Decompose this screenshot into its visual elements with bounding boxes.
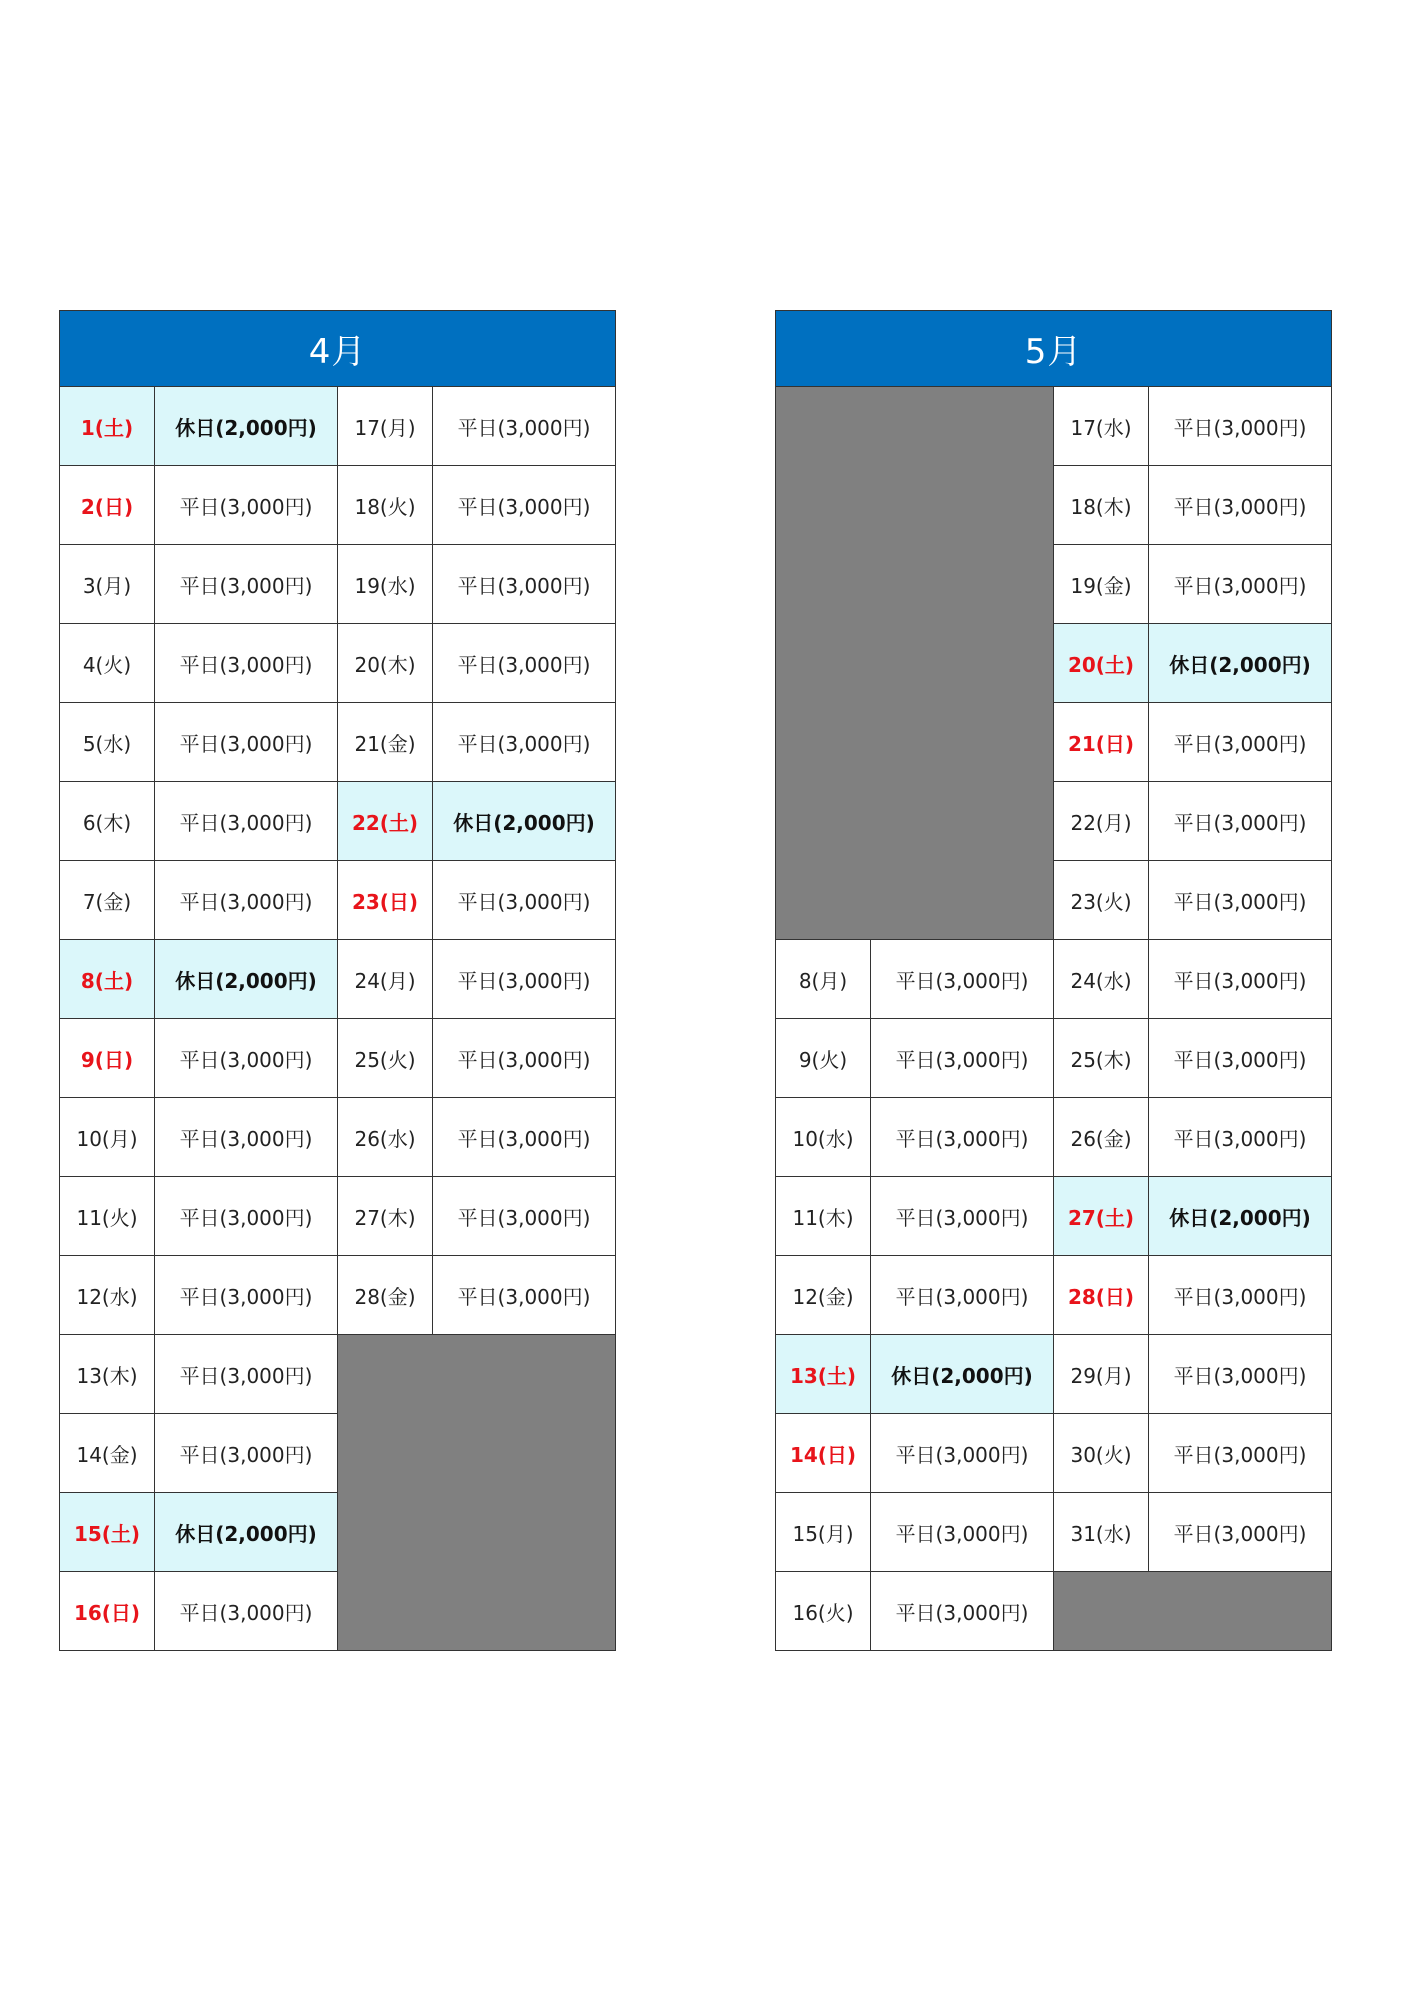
calendar-row	[60, 1019, 616, 1098]
calendar-row	[60, 1256, 616, 1335]
calendar-row	[60, 703, 616, 782]
calendar-row	[60, 624, 616, 703]
date-cell: 20(土)	[1054, 624, 1149, 703]
price-cell: 休日(2,000円)	[433, 782, 616, 861]
price-cell: 平日(3,000円)	[1149, 782, 1332, 861]
calendar-row	[60, 861, 616, 940]
date-cell: 26(金)	[1054, 1098, 1149, 1177]
price-cell: 平日(3,000円)	[155, 466, 338, 545]
price-cell: 平日(3,000円)	[871, 1414, 1054, 1493]
price-cell: 平日(3,000円)	[433, 1019, 616, 1098]
date-cell: 5(水)	[60, 703, 155, 782]
date-cell: 7(金)	[60, 861, 155, 940]
price-cell: 平日(3,000円)	[433, 624, 616, 703]
calendar-row	[776, 940, 1332, 1019]
date-cell: 10(月)	[60, 1098, 155, 1177]
date-cell: 29(月)	[1054, 1335, 1149, 1414]
date-cell: 25(木)	[1054, 1019, 1149, 1098]
date-cell: 15(月)	[776, 1493, 871, 1572]
price-cell: 休日(2,000円)	[155, 1493, 338, 1572]
price-cell: 休日(2,000円)	[155, 940, 338, 1019]
date-cell: 10(水)	[776, 1098, 871, 1177]
price-cell: 休日(2,000円)	[155, 387, 338, 466]
price-cell: 平日(3,000円)	[433, 940, 616, 1019]
date-cell: 30(火)	[1054, 1414, 1149, 1493]
date-cell: 17(月)	[338, 387, 433, 466]
calendar-row	[60, 1335, 616, 1414]
price-cell: 平日(3,000円)	[871, 1493, 1054, 1572]
price-cell: 平日(3,000円)	[871, 1572, 1054, 1651]
calendar-row	[776, 1256, 1332, 1335]
price-cell: 平日(3,000円)	[433, 466, 616, 545]
date-cell: 8(月)	[776, 940, 871, 1019]
date-cell: 1(土)	[60, 387, 155, 466]
month-title: 4月	[60, 311, 616, 387]
date-cell: 28(日)	[1054, 1256, 1149, 1335]
price-cell: 平日(3,000円)	[433, 703, 616, 782]
empty-block	[776, 387, 1054, 940]
date-cell: 26(水)	[338, 1098, 433, 1177]
price-cell: 平日(3,000円)	[1149, 1493, 1332, 1572]
calendar-row	[60, 1098, 616, 1177]
month-title: 5月	[776, 311, 1332, 387]
date-cell: 20(木)	[338, 624, 433, 703]
price-cell: 平日(3,000円)	[155, 1335, 338, 1414]
price-cell: 平日(3,000円)	[433, 1177, 616, 1256]
date-cell: 11(火)	[60, 1177, 155, 1256]
calendar-row	[60, 940, 616, 1019]
calendar-row	[60, 782, 616, 861]
calendar-row	[60, 466, 616, 545]
date-cell: 27(土)	[1054, 1177, 1149, 1256]
calendar-may	[775, 310, 1332, 1651]
calendar-row	[776, 1335, 1332, 1414]
calendar-row	[60, 1177, 616, 1256]
date-cell: 12(金)	[776, 1256, 871, 1335]
price-cell: 平日(3,000円)	[871, 1019, 1054, 1098]
date-cell: 17(水)	[1054, 387, 1149, 466]
price-cell: 平日(3,000円)	[433, 1256, 616, 1335]
price-cell: 平日(3,000円)	[433, 387, 616, 466]
date-cell: 11(木)	[776, 1177, 871, 1256]
date-cell: 13(木)	[60, 1335, 155, 1414]
date-cell: 18(木)	[1054, 466, 1149, 545]
price-cell: 平日(3,000円)	[155, 1256, 338, 1335]
date-cell: 3(月)	[60, 545, 155, 624]
price-cell: 平日(3,000円)	[155, 1572, 338, 1651]
date-cell: 8(土)	[60, 940, 155, 1019]
price-cell: 平日(3,000円)	[871, 1256, 1054, 1335]
date-cell: 18(火)	[338, 466, 433, 545]
date-cell: 4(火)	[60, 624, 155, 703]
price-cell: 平日(3,000円)	[155, 782, 338, 861]
calendar-april	[59, 310, 616, 1651]
price-cell: 平日(3,000円)	[1149, 1019, 1332, 1098]
date-cell: 27(木)	[338, 1177, 433, 1256]
price-cell: 平日(3,000円)	[433, 545, 616, 624]
date-cell: 2(日)	[60, 466, 155, 545]
empty-block	[338, 1335, 616, 1651]
price-cell: 平日(3,000円)	[155, 1177, 338, 1256]
price-cell: 平日(3,000円)	[871, 1098, 1054, 1177]
calendar-row	[776, 1177, 1332, 1256]
date-cell: 13(土)	[776, 1335, 871, 1414]
date-cell: 19(水)	[338, 545, 433, 624]
date-cell: 23(日)	[338, 861, 433, 940]
price-cell: 平日(3,000円)	[1149, 1098, 1332, 1177]
date-cell: 19(金)	[1054, 545, 1149, 624]
date-cell: 21(日)	[1054, 703, 1149, 782]
price-cell: 平日(3,000円)	[1149, 940, 1332, 1019]
date-cell: 22(月)	[1054, 782, 1149, 861]
price-cell: 平日(3,000円)	[433, 861, 616, 940]
price-cell: 平日(3,000円)	[1149, 387, 1332, 466]
price-cell: 平日(3,000円)	[155, 1414, 338, 1493]
date-cell: 24(月)	[338, 940, 433, 1019]
price-cell: 平日(3,000円)	[155, 1019, 338, 1098]
calendar-row	[776, 1019, 1332, 1098]
price-cell: 平日(3,000円)	[155, 703, 338, 782]
price-cell: 平日(3,000円)	[1149, 1414, 1332, 1493]
price-cell: 休日(2,000円)	[1149, 624, 1332, 703]
price-cell: 平日(3,000円)	[155, 545, 338, 624]
calendar-row	[776, 1493, 1332, 1572]
price-cell: 休日(2,000円)	[1149, 1177, 1332, 1256]
price-cell: 平日(3,000円)	[1149, 861, 1332, 940]
date-cell: 22(土)	[338, 782, 433, 861]
date-cell: 14(金)	[60, 1414, 155, 1493]
calendar-row	[60, 387, 616, 466]
date-cell: 31(水)	[1054, 1493, 1149, 1572]
price-cell: 平日(3,000円)	[871, 1177, 1054, 1256]
empty-block	[1054, 1572, 1332, 1651]
date-cell: 14(日)	[776, 1414, 871, 1493]
date-cell: 23(火)	[1054, 861, 1149, 940]
date-cell: 16(火)	[776, 1572, 871, 1651]
calendar-row	[776, 387, 1332, 466]
date-cell: 9(日)	[60, 1019, 155, 1098]
price-cell: 平日(3,000円)	[1149, 545, 1332, 624]
price-cell: 平日(3,000円)	[433, 1098, 616, 1177]
price-cell: 平日(3,000円)	[1149, 1256, 1332, 1335]
date-cell: 16(日)	[60, 1572, 155, 1651]
date-cell: 9(火)	[776, 1019, 871, 1098]
date-cell: 12(水)	[60, 1256, 155, 1335]
price-cell: 平日(3,000円)	[1149, 703, 1332, 782]
date-cell: 21(金)	[338, 703, 433, 782]
price-cell: 平日(3,000円)	[1149, 1335, 1332, 1414]
price-cell: 平日(3,000円)	[1149, 466, 1332, 545]
date-cell: 24(水)	[1054, 940, 1149, 1019]
date-cell: 15(土)	[60, 1493, 155, 1572]
calendar-row	[60, 545, 616, 624]
price-cell: 平日(3,000円)	[155, 1098, 338, 1177]
price-cell: 平日(3,000円)	[871, 940, 1054, 1019]
calendar-row	[776, 1098, 1332, 1177]
calendar-row	[776, 1572, 1332, 1651]
date-cell: 6(木)	[60, 782, 155, 861]
price-cell: 平日(3,000円)	[155, 624, 338, 703]
date-cell: 25(火)	[338, 1019, 433, 1098]
calendar-row	[776, 1414, 1332, 1493]
date-cell: 28(金)	[338, 1256, 433, 1335]
price-cell: 休日(2,000円)	[871, 1335, 1054, 1414]
price-cell: 平日(3,000円)	[155, 861, 338, 940]
